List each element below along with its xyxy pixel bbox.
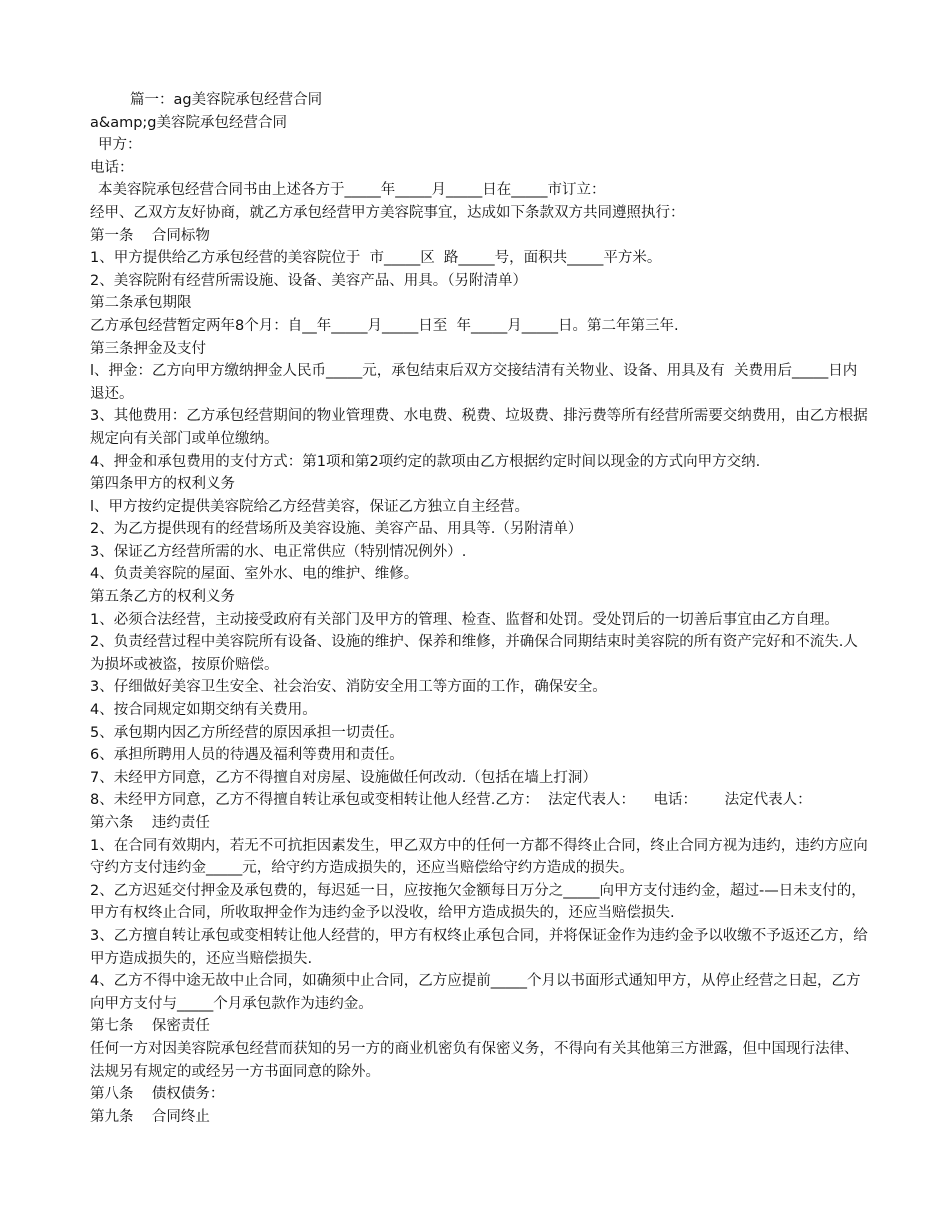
article-6-clause-1: 1、在合同有效期内，若无不可抗拒因素发生，甲乙双方中的任何一方都不得终止合同，终止合同方视为违约，违约方应向守约方支付违约金_____元，给守约方造成损失的，还应当赔偿给守约方造成的损失。 [90,837,868,877]
preamble-line: 本美容院承包经营合同书由上述各方于_____年_____月_____日在_____市订立： [98,182,606,199]
phone-line: 电话： [90,159,134,176]
contract-name: a&amp;g美容院承包经营合同 [90,114,287,131]
article-7-clause: 任何一方对因美容院承包经营而获知的另一方的商业机密负有保密义务，不得向有关其他第三方泄露，但中国现行法律、法规另有规定的或经另一方书面同意的除外。 [90,1040,859,1080]
article-1-clause-2: 2、美容院附有经营所需设施、设备、美容产品、用具。（另附清单） [90,272,527,289]
article-5-clause-8: 8、未经甲方同意，乙方不得擅自转让承包或变相转让他人经营.乙方： 法定代表人： 电话： 法定代表人： [90,792,812,809]
article-1-heading: 第一条 合同标物 [90,227,210,244]
article-5-clause-6: 6、承担所聘用人员的待遇及福利等费用和责任。 [90,747,404,764]
article-5-clause-3: 3、仔细做好美容卫生安全、社会治安、消防安全用工等方面的工作，确保安全。 [90,679,607,696]
article-6-heading: 第六条 违约责任 [90,815,210,831]
article-6-clause-2: 2、乙方迟延交付押金及承包费的，每迟延一日，应按拖欠金额每日万分之_____向甲方支付违约金，超过-—日未支付的，甲方有权终止合同，所收取押金作为违约金予以没收，给甲方造成损失的，还应当赔偿损失. [90,882,866,922]
article-2-heading: 第二条承包期限 [90,295,192,312]
article-7-heading: 第七条 保密责任 [90,1018,210,1035]
article-4-heading: 第四条甲方的权利义务 [90,476,235,493]
article-4-clause-1: l、甲方按约定提供美容院给乙方经营美容，保证乙方独立自主经营。 [90,498,530,515]
article-9-heading: 第九条 合同终止 [90,1108,210,1125]
document-body [90,89,870,1128]
article-6-clause-3: 3、乙方擅自转让承包或变相转让他人经营的，甲方有权终止承包合同，并将保证金作为违约金予以收缴不予返还乙方，给甲方造成损失的，还应当赔偿损失. [90,927,868,967]
article-3-clause-3: 3、其他费用：乙方承包经营期间的物业管理费、水电费、税费、垃圾费、排污费等所有经营所需要交纳费用，由乙方根据规定向有关部门或单位缴纳。 [90,408,868,447]
article-8-heading: 第八条 债权债务： [90,1086,225,1103]
article-1-clause-1: 1、甲方提供给乙方承包经营的美容院位于 市_____区 路_____号，面积共_____平方米。 [90,250,662,267]
article-5-heading: 第五条乙方的权利义务 [90,589,235,606]
article-5-clause-4: 4、按合同规定如期交纳有关费用。 [90,702,317,719]
article-4-clause-4: 4、负责美容院的屋面、室外水、电的维护、维修。 [90,566,419,583]
article-5-clause-1: 1、必须合法经营，主动接受政府有关部门及甲方的管理、检查、监督和处罚。受处罚后的一切善后事宜由乙方自理。 [90,611,839,628]
article-2-clause: 乙方承包经营暂定两年8个月：自__年_____月_____日至 年_____月_____日。第二年第三年. [90,317,679,334]
article-3-clause-4: 4、押金和承包费用的支付方式：第1项和第2项约定的款项由乙方根据约定时间以现金的方式向甲方交纳. [90,453,761,470]
article-4-clause-2: 2、为乙方提供现有的经营场所及美容设施、美容产品、用具等.（另附清单） [90,521,583,538]
preamble-consensus: 经甲、乙双方友好协商，就乙方承包经营甲方美容院事宜，达成如下条款双方共同遵照执行： [90,204,685,221]
document-title: 篇一：ag美容院承包经营合同 [130,92,323,108]
article-3-clause-1: l、押金：乙方向甲方缴纳押金人民币_____元，承包结束后双方交接结清有关物业、设备、用具及有 关费用后_____日内退还。 [90,363,858,402]
party-a-line: 甲方： [98,137,142,154]
article-5-clause-5: 5、承包期内因乙方所经营的原因承担一切责任。 [90,724,404,741]
article-6-clause-4: 4、乙方不得中途无故中止合同，如确须中止合同，乙方应提前_____个月以书面形式通知甲方，从停止经营之日起，乙方向甲方支付与_____个月承包款作为违约金。 [90,973,861,1012]
article-5-clause-2: 2、负责经营过程中美容院所有设备、设施的维护、保养和维修，并确保合同期结束时美容院的所有资产完好和不流失.人为损坏或被盗，按原价赔偿。 [90,634,858,673]
article-4-clause-3: 3、保证乙方经营所需的水、电正常供应（特别情况例外）. [90,543,467,560]
article-5-clause-7: 7、未经甲方同意，乙方不得擅自对房屋、设施做任何改动.（包括在墙上打洞） [90,769,597,786]
article-3-heading: 第三条押金及支付 [90,340,206,357]
